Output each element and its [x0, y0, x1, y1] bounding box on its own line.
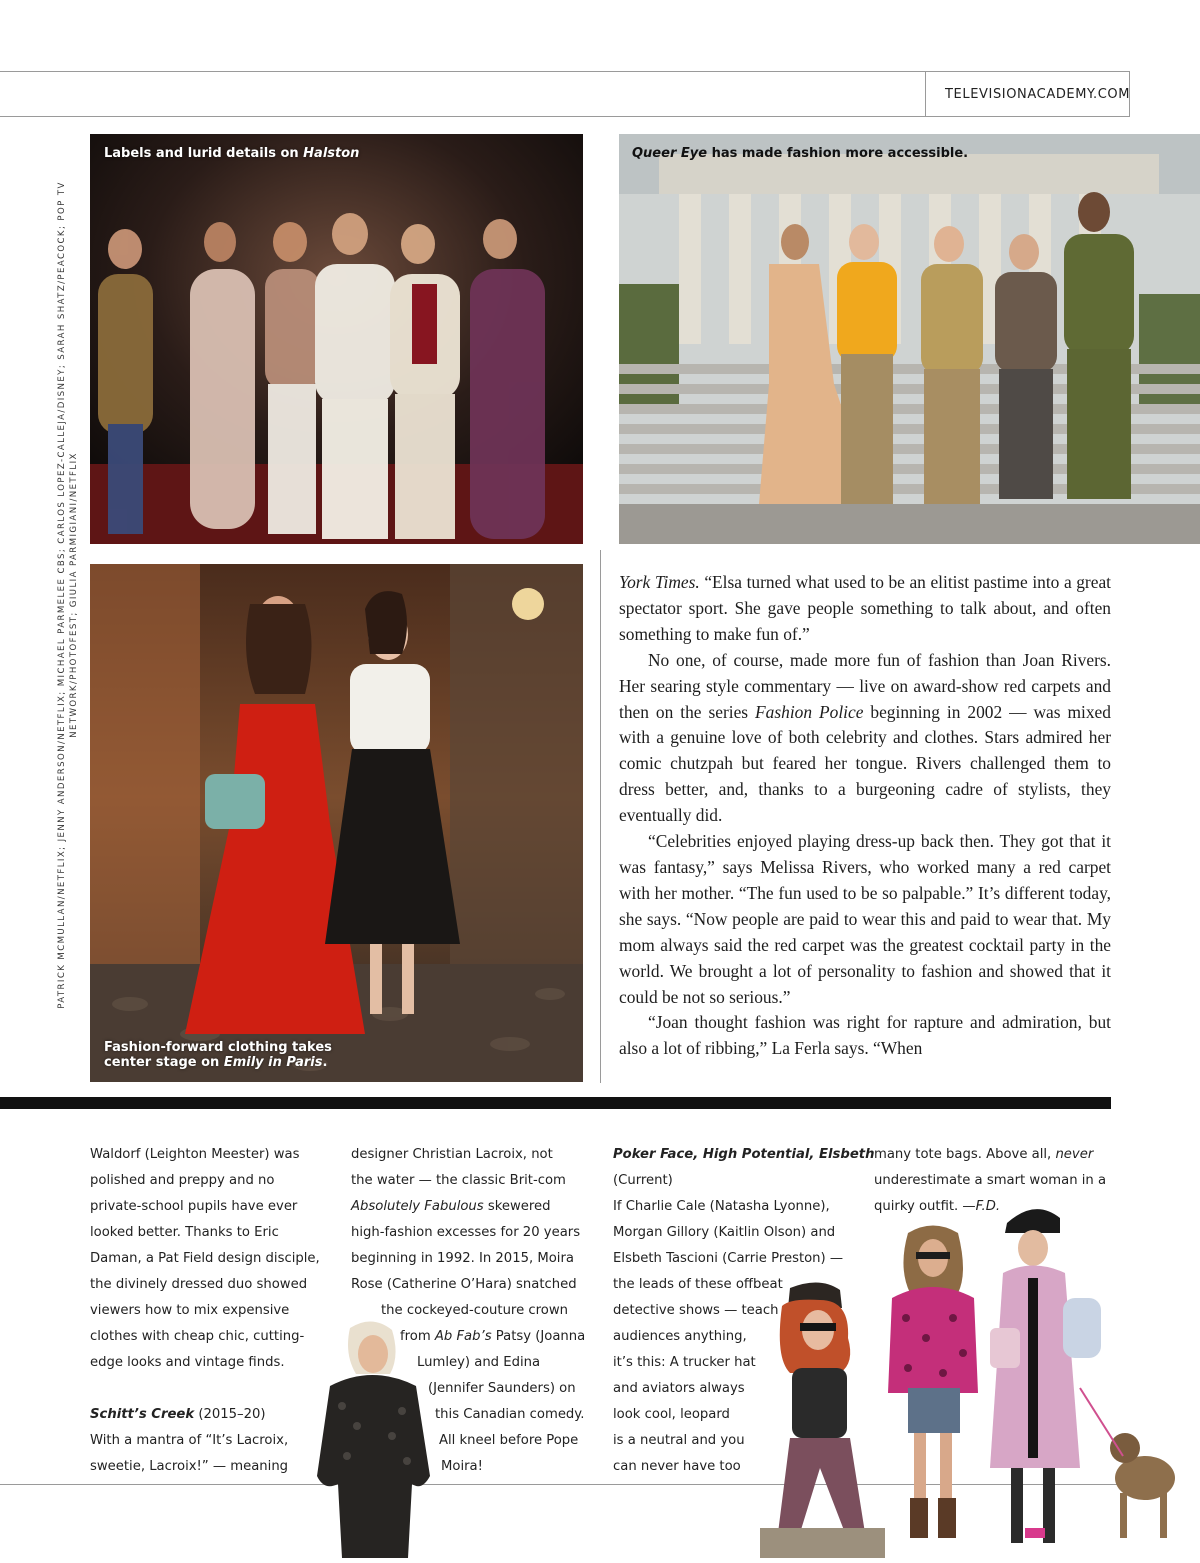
emily-caption	[104, 1040, 332, 1070]
header-bottom-rule	[0, 116, 1130, 117]
sidebar-line: private-school pupils have ever	[90, 1199, 298, 1214]
schitts-creek-heading	[90, 1402, 320, 1428]
sidebar-line: designer Christian Lacroix, not	[351, 1147, 553, 1162]
sidebar-line: (Jennifer Saunders) on	[428, 1381, 576, 1396]
queer-eye-caption	[632, 146, 968, 161]
emily-caption-title: Emily in Paris	[223, 1055, 323, 1070]
ab-fab-short-title: Ab Fab’s	[434, 1329, 492, 1344]
charlie-figure	[760, 1278, 885, 1558]
schitts-creek-title: Schitt’s Creek	[90, 1407, 195, 1422]
sidebar-line: viewers how to mix expensive	[90, 1303, 290, 1318]
emily-in-paris-photo	[90, 564, 583, 1082]
sidebar-line: clothes with cheap chic, cutting-	[90, 1329, 305, 1344]
sidebar-italic: never	[1055, 1147, 1094, 1162]
article-paragraph: “Celebrities enjoyed playing dress-up back then. They got that it was fantasy,” says Melissa Rivers, who worked many a red carpet with her mother. “The fun used to be so palpable.” It’s different today, she says. “Now people are paid to wear this and paid to wear that. My mom always said the red carpet was the greatest cocktail party in the world. We brought a lot of personality to fashion and showed that it could be not so serious.”	[619, 831, 1111, 1007]
sidebar-line: the water — the classic Brit-com	[351, 1173, 566, 1188]
site-url[interactable]: TELEVISIONACADEMY.COM	[945, 87, 1131, 102]
halston-caption	[104, 146, 359, 161]
moira-rose-cutout	[312, 1316, 437, 1558]
sidebar-line: can never have too	[613, 1459, 741, 1474]
sidebar-line: high-fashion excesses for 20 years	[351, 1225, 581, 1240]
sidebar-line: polished and preppy and no	[90, 1173, 275, 1188]
article-paragraph: “Joan thought fashion was right for rapture and admiration, but also a lot of ribbing,” La Ferla says. “When	[619, 1012, 1111, 1059]
sidebar-text: many tote bags. Above all,	[874, 1147, 1056, 1162]
elsbeth-figure	[985, 1198, 1200, 1558]
queer-eye-caption-title: Queer Eye	[632, 146, 708, 161]
author-initials: F.D.	[975, 1199, 1001, 1214]
sidebar-line: With a mantra of “It’s Lacroix,	[90, 1433, 289, 1448]
sidebar-line: looked better. Thanks to Eric	[90, 1225, 279, 1240]
emily-photo-art	[90, 564, 583, 1082]
queer-eye-caption-text: has made fashion more accessible.	[707, 146, 969, 161]
sidebar-line: beginning in 1992. In 2015, Moira	[351, 1251, 574, 1266]
sidebar-line: Lumley) and Edina	[417, 1355, 541, 1370]
ab-fab-title: Absolutely Fabulous	[351, 1199, 484, 1214]
article-body	[619, 570, 1111, 1062]
halston-caption-title: Halston	[303, 146, 360, 161]
halston-photo	[90, 134, 583, 544]
elsbeth-tascioni-cutout	[985, 1198, 1200, 1558]
sidebar-line: Rose (Catherine O’Hara) snatched	[351, 1277, 577, 1292]
article-p2-text-a: No one, of course, made more fun of fashion than Joan Rivers. Her searing style commentary — live on award-show red carpets and then on the series	[619, 649, 1111, 722]
morgan-figure	[878, 1218, 988, 1540]
sidebar-line: the cockeyed-couture crown	[381, 1303, 568, 1318]
sidebar-line: Waldorf (Leighton Meester) was	[90, 1147, 300, 1162]
sidebar-line: underestimate a smart woman in a	[874, 1173, 1107, 1188]
sidebar-line: Elsbeth Tascioni (Carrie Preston) —	[613, 1251, 844, 1266]
sidebar-line: Daman, a Pat Field design disciple,	[90, 1251, 320, 1266]
sidebar-text: quirky outfit. —	[874, 1199, 976, 1214]
sidebar-text: skewered	[483, 1199, 551, 1214]
sidebar-line: the divinely dressed duo showed	[90, 1277, 308, 1292]
sidebar-line: edge looks and vintage finds.	[90, 1355, 285, 1370]
photo-credit: PATRICK MCMULLAN/NETFLIX; JENNY ANDERSON/NETFLIX; MICHAEL PARMELEE CBS; CARLOS LOPEZ-CALLEJA/DISNEY; SARAH SHATZ/PEACOCK; POP TV NETWORK/PHOTOFEST; GIULIA PARMIGIANI/NETFLIX	[57, 181, 79, 1009]
queer-eye-photo-art	[619, 134, 1200, 544]
poker-face-heading: Poker Face, High Potential, Elsbeth	[613, 1147, 875, 1162]
sidebar-line	[351, 1194, 585, 1220]
sidebar-blank-line	[90, 1376, 320, 1402]
sidebar-line: Morgan Gillory (Kaitlin Olson) and	[613, 1225, 836, 1240]
article-p2-italic: Fashion Police	[755, 701, 864, 722]
article-source-italic: York Times.	[619, 572, 700, 592]
sidebar-line: is a neutral and you	[613, 1433, 745, 1448]
schitts-creek-years: (2015–20)	[194, 1407, 266, 1422]
sidebar-text: from	[400, 1329, 435, 1344]
sidebar-line: If Charlie Cale (Natasha Lyonne),	[613, 1199, 830, 1214]
sidebar-column-1	[90, 1142, 320, 1480]
article-paragraph	[619, 648, 1111, 829]
sidebar-line: sweetie, Lacroix!” — meaning	[90, 1459, 289, 1474]
sidebar-line: the leads of these offbeat	[613, 1277, 783, 1292]
charlie-cale-cutout	[760, 1278, 885, 1558]
halston-photo-art	[90, 134, 583, 544]
header-divider	[925, 71, 926, 116]
article-paragraph	[619, 570, 1111, 648]
column-divider	[600, 550, 601, 1083]
sidebar-line: look cool, leopard	[613, 1407, 730, 1422]
header-top-rule	[0, 71, 1130, 72]
sidebar-line: Moira!	[441, 1459, 483, 1474]
article-p2-text-b: beginning in 2002 — was mixed with a genuine love of both celebrity and clothes. Stars admired her comic chutzpah but feared her tongue. Rivers challenged them to dress better, and, thanks to a burgeoning cadre of stylists, they eventually did.	[619, 701, 1111, 826]
sidebar-line: (Current)	[613, 1173, 673, 1188]
article-p1-text: “Elsa turned what used to be an elitist pastime into a great spectator sport. She gave people something to talk about, and often something to make fun of.”	[619, 572, 1111, 644]
sidebar-line: detective shows — teach	[613, 1303, 779, 1318]
sidebar-line: and aviators always	[613, 1381, 745, 1396]
section-rule	[0, 1097, 1111, 1109]
emily-caption-line1: Fashion-forward clothing takes	[104, 1040, 332, 1055]
emily-caption-end: .	[322, 1055, 328, 1070]
halston-caption-text: Labels and lurid details on	[104, 146, 304, 161]
sidebar-line: audiences anything,	[613, 1329, 747, 1344]
sidebar-line: this Canadian comedy.	[435, 1407, 585, 1422]
sidebar-text: Patsy (Joanna	[491, 1329, 586, 1344]
emily-caption-text: center stage on	[104, 1055, 224, 1070]
moira-figure	[312, 1316, 437, 1558]
sidebar-line	[874, 1142, 1106, 1168]
sidebar-line: it’s this: A trucker hat	[613, 1355, 756, 1370]
queer-eye-photo	[619, 134, 1200, 544]
morgan-gillory-cutout	[878, 1218, 988, 1540]
sidebar-line: All kneel before Pope	[439, 1433, 579, 1448]
